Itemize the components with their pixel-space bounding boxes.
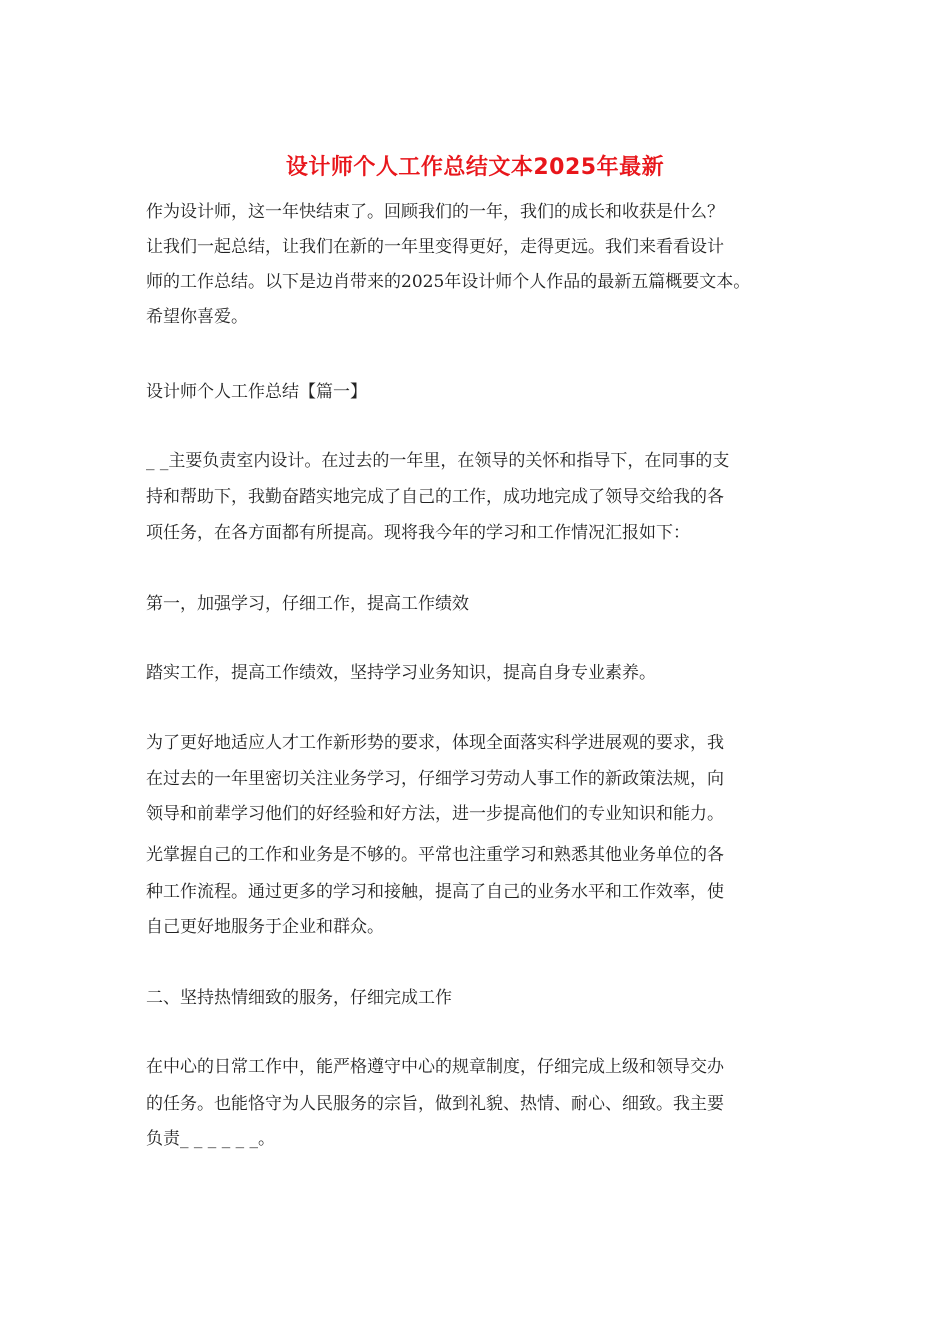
- intro-line-2: 让我们一起总结，让我们在新的一年里变得更好，走得更远。我们来看看设计: [146, 237, 724, 257]
- paragraph-1-line-3: 项任务，在各方面都有所提高。现将我今年的学习和工作情况汇报如下：: [146, 523, 690, 543]
- paragraph-3-line-6: 自己更好地服务于企业和群众。: [146, 917, 384, 937]
- paragraph-3-line-1: 为了更好地适应人才工作新形势的要求，体现全面落实科学进展观的要求，我: [146, 733, 724, 753]
- paragraph-1-line-2: 持和帮助下，我勤奋踏实地完成了自己的工作，成功地完成了领导交给我的各: [146, 487, 724, 507]
- paragraph-2-line-1: 踏实工作，提高工作绩效，坚持学习业务知识，提高自身专业素养。: [146, 663, 656, 683]
- subheading-2: 二、坚持热情细致的服务，仔细完成工作: [146, 988, 452, 1008]
- intro-line-4: 希望你喜爱。: [146, 307, 248, 327]
- intro-line-3: 师的工作总结。以下是边肖带来的2025年设计师个人作品的最新五篇概要文本。: [146, 272, 751, 292]
- subheading-1: 第一，加强学习，仔细工作，提高工作绩效: [146, 594, 469, 614]
- paragraph-3-line-2: 在过去的一年里密切关注业务学习，仔细学习劳动人事工作的新政策法规，向: [146, 769, 724, 789]
- paragraph-3-line-5: 种工作流程。通过更多的学习和接触，提高了自己的业务水平和工作效率，使: [146, 882, 724, 902]
- paragraph-1-line-1: _ _主要负责室内设计。在过去的一年里，在领导的关怀和指导下，在同事的支: [146, 451, 730, 471]
- page-title: 设计师个人工作总结文本2025年最新: [285, 155, 665, 180]
- paragraph-4-line-2: 的任务。也能恪守为人民服务的宗旨，做到礼貌、热情、耐心、细致。我主要: [146, 1094, 724, 1114]
- paragraph-4-line-1: 在中心的日常工作中，能严格遵守中心的规章制度，仔细完成上级和领导交办: [146, 1057, 724, 1077]
- paragraph-3-line-3: 领导和前辈学习他们的好经验和好方法，进一步提高他们的专业知识和能力。: [146, 804, 724, 824]
- paragraph-4-line-3: 负责_ _ _ _ _ _。: [146, 1129, 276, 1149]
- section-heading-part-one: 设计师个人工作总结【篇一】: [146, 382, 367, 402]
- paragraph-3-line-4: 光掌握自己的工作和业务是不够的。平常也注重学习和熟悉其他业务单位的各: [146, 845, 724, 865]
- intro-line-1: 作为设计师，这一年快结束了。回顾我们的一年，我们的成长和收获是什么？: [146, 202, 724, 222]
